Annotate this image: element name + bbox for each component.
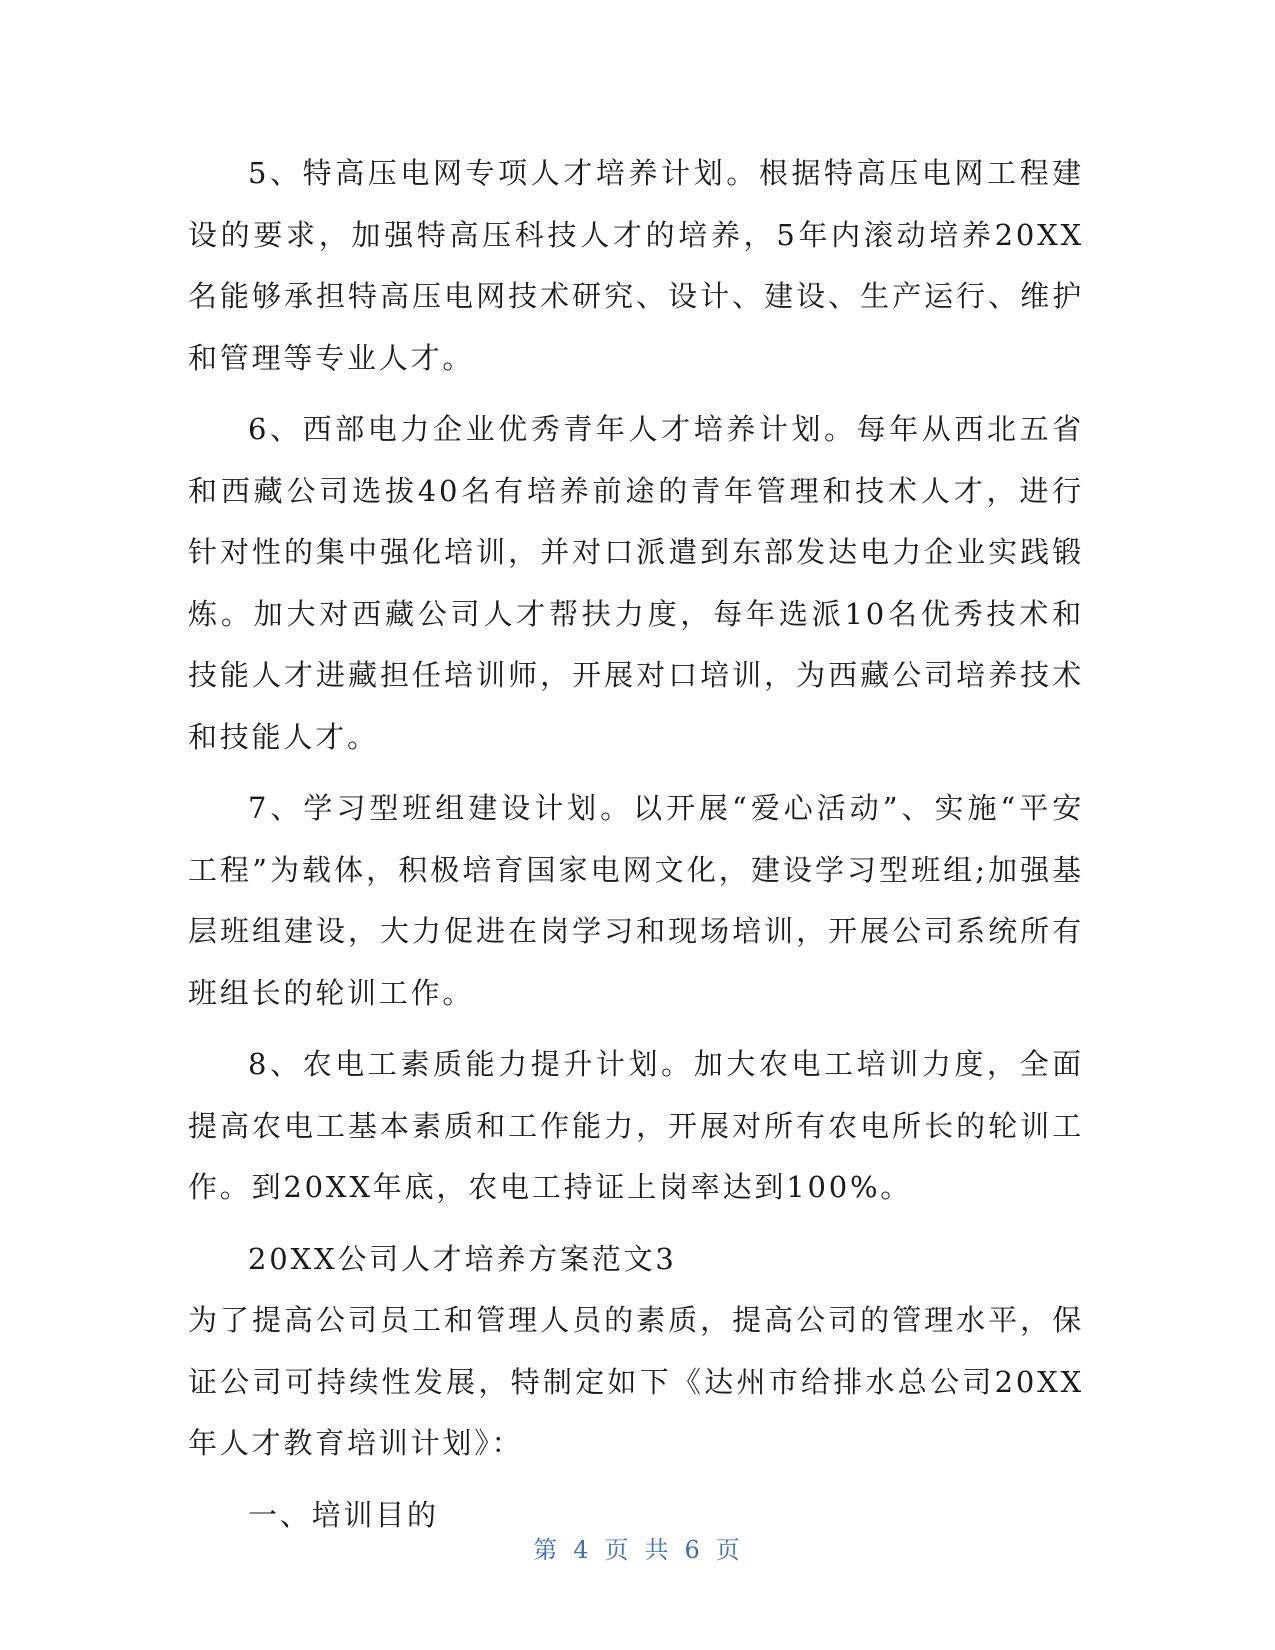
- footer-mid: 页: [604, 1536, 631, 1564]
- subheading-training-purpose: 一、培训目的: [248, 1497, 439, 1532]
- document-body: [188, 143, 1084, 1546]
- section-heading: 20XX公司人才培养方案范文3: [248, 1241, 677, 1276]
- footer-prefix: 第: [533, 1536, 560, 1564]
- paragraph-plan-5: 5、特高压电网专项人才培养计划。根据特高压电网工程建设的要求，加强特高压科技人才的培养，5年内滚动培养20XX名能够承担特高压电网技术研究、设计、建设、生产运行、维护和管理等专业人才。: [188, 156, 1084, 375]
- footer-total-prefix: 共: [644, 1536, 671, 1564]
- footer-suffix: 页: [715, 1536, 742, 1564]
- paragraph-plan-7: 7、学习型班组建设计划。以开展“爱心活动”、实施“平安工程”为载体，积极培育国家电网文化，建设学习型班组;加强基层班组建设，大力促进在岗学习和现场培训，开展公司系统所有班组长的轮训工作。: [188, 791, 1084, 1010]
- intro-paragraph: 为了提高公司员工和管理人员的素质，提高公司的管理水平，保证公司可持续性发展，特制定如下《达州市给排水总公司20XX年人才教育培训计划》：: [188, 1303, 1084, 1460]
- paragraph-plan-6: 6、西部电力企业优秀青年人才培养计划。每年从西北五省和西藏公司选拔40名有培养前途的青年管理和技术人才，进行针对性的集中强化培训，并对口派遣到东部发达电力企业实践锻炼。加大对西藏公司人才帮扶力度，每年选派10名优秀技术和技能人才进藏担任培训师，开展对口培训，为西藏公司培养技术和技能人才。: [188, 412, 1084, 754]
- page-number-footer: [0, 1530, 1275, 1565]
- current-page-number: 4: [573, 1536, 591, 1564]
- total-pages-number: 6: [684, 1536, 702, 1564]
- paragraph-plan-8: 8、农电工素质能力提升计划。加大农电工培训力度，全面提高农电工基本素质和工作能力，开展对所有农电所长的轮训工作。到20XX年底，农电工持证上岗率达到100%。: [188, 1047, 1084, 1204]
